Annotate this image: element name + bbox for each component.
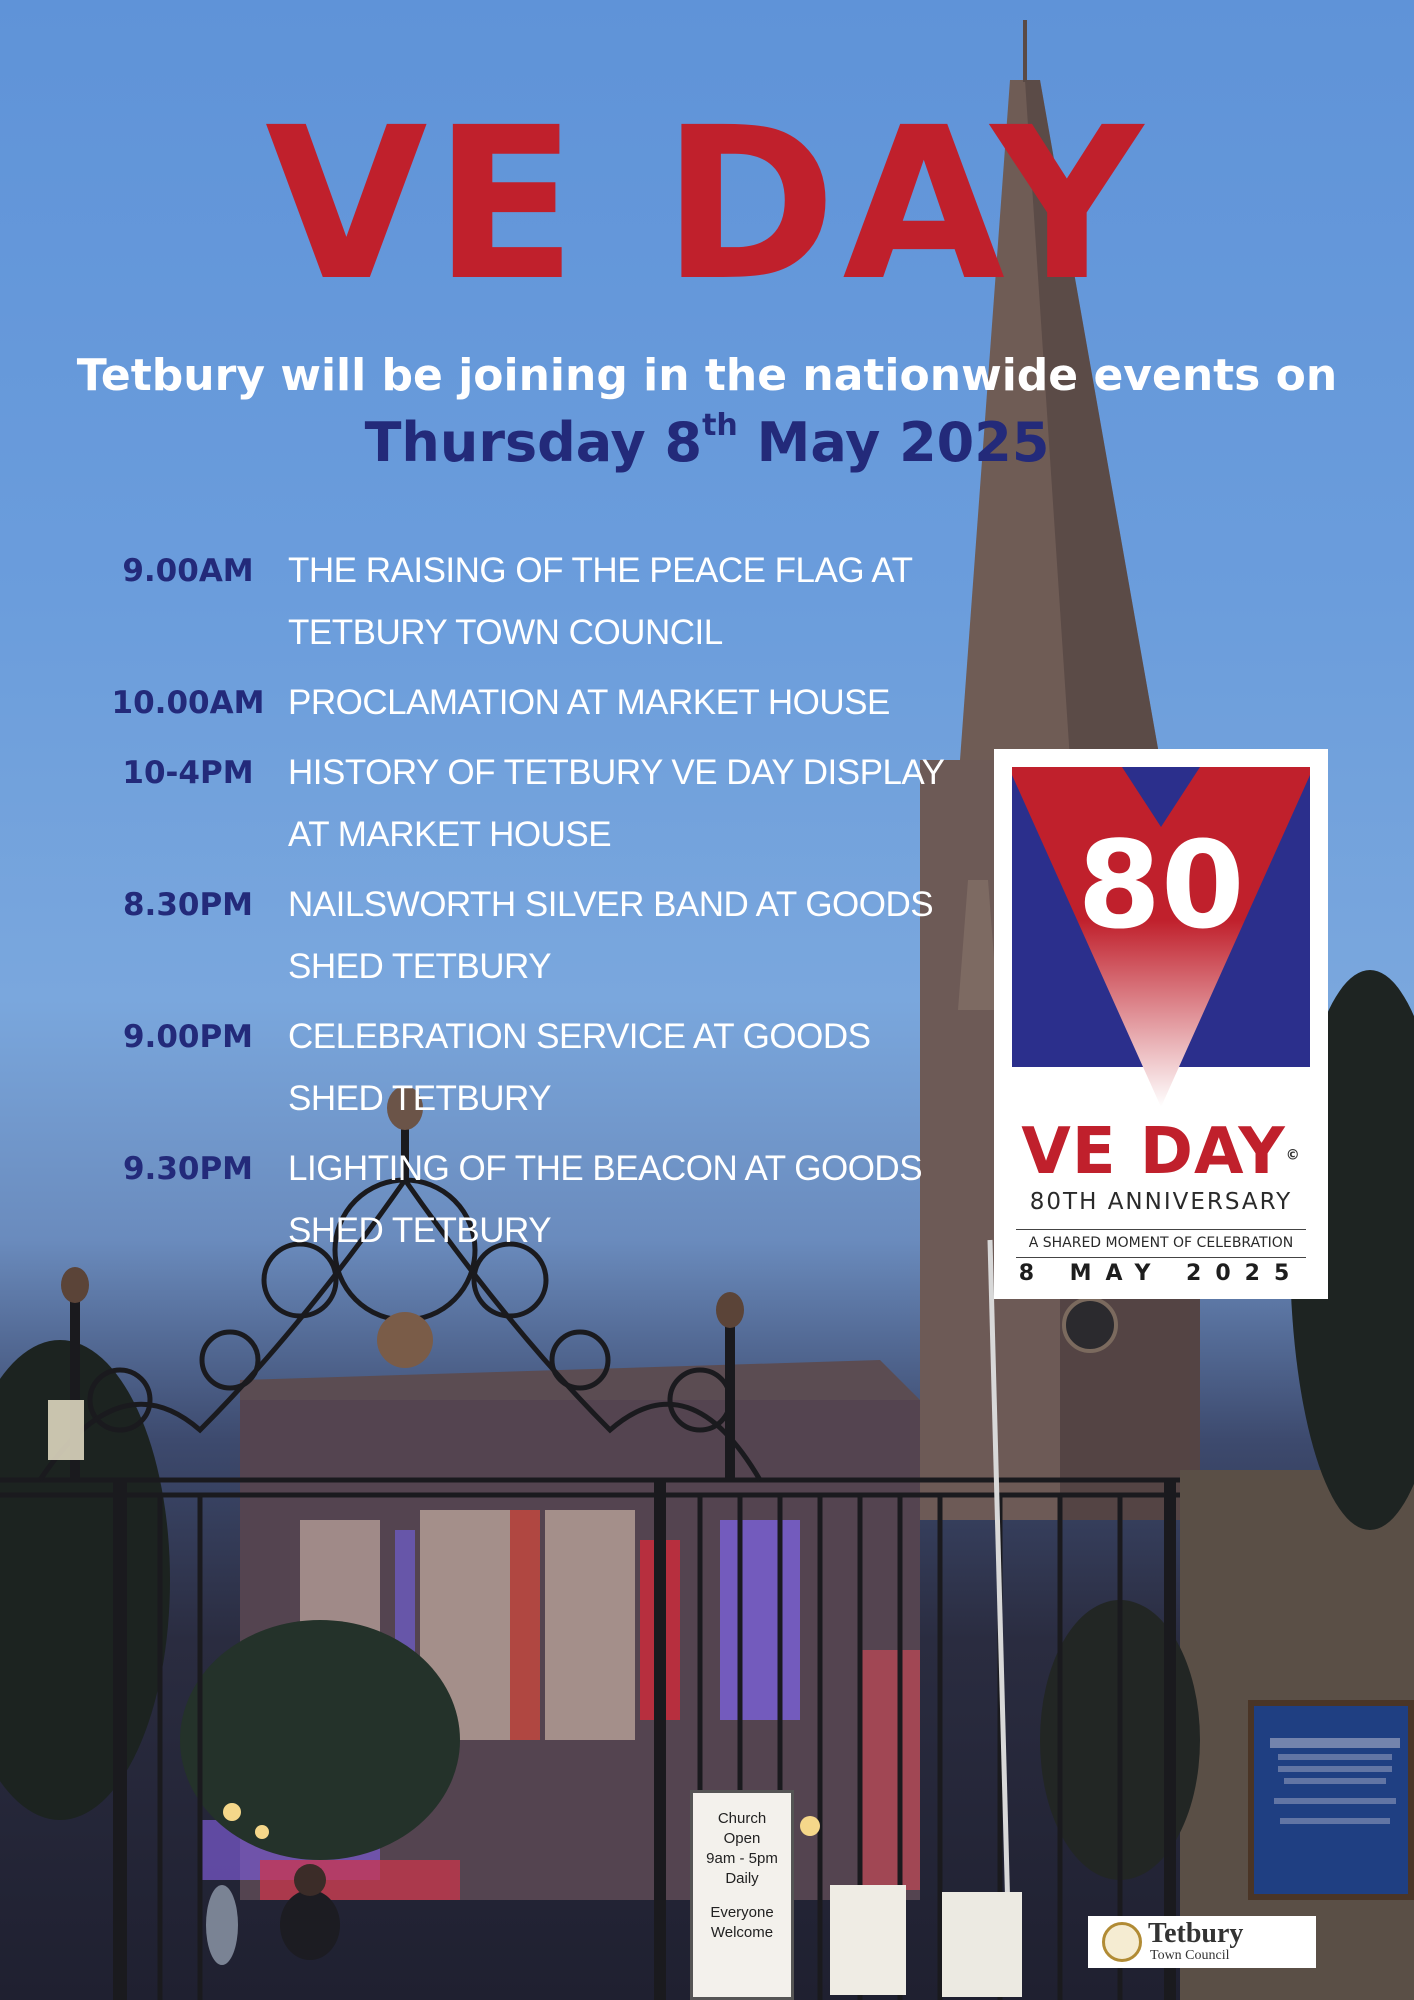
event-description xyxy=(288,874,968,998)
schedule-row xyxy=(88,874,988,998)
tree-left xyxy=(0,1340,170,1820)
page-title: VE DAY xyxy=(265,82,1149,327)
divider xyxy=(1016,1229,1306,1230)
sign-line: Everyone xyxy=(710,1904,774,1921)
logo-title-text: VE DAY xyxy=(1021,1115,1286,1189)
schedule-row xyxy=(88,1138,988,1262)
event-description xyxy=(288,1006,968,1130)
event-time: 10-4PM xyxy=(122,755,254,791)
sign-line: Daily xyxy=(725,1870,759,1887)
sign-line: Welcome xyxy=(710,1924,774,1941)
date-suffix: th xyxy=(702,408,738,443)
v-emblem-icon xyxy=(1012,767,1310,1107)
event-description xyxy=(288,672,968,734)
event-line: THE RAISING OF THE PEACE FLAG AT xyxy=(288,551,913,590)
sign-line: Open xyxy=(723,1830,761,1847)
event-date xyxy=(0,408,1414,474)
sign-line: Church xyxy=(717,1810,767,1827)
event-time: 9.00PM xyxy=(122,1019,254,1055)
sign-line: 9am - 5pm xyxy=(706,1850,778,1867)
intro-text: Tetbury will be joining in the nationwide events on xyxy=(76,350,1338,401)
date-rest: May 2025 xyxy=(737,411,1050,474)
council-subtitle: Town Council xyxy=(1150,1948,1230,1963)
event-time: 8.30PM xyxy=(122,887,254,923)
clock-icon xyxy=(1064,1299,1116,1351)
board-text-lines xyxy=(1260,1734,1410,1830)
schedule-row xyxy=(88,742,988,866)
event-schedule xyxy=(88,540,988,1270)
event-line: TETBURY TOWN COUNCIL xyxy=(288,613,723,652)
logo-date: 8 MAY 2025 xyxy=(1018,1261,1304,1286)
logo-tagline: A SHARED MOMENT OF CELEBRATION xyxy=(1028,1235,1294,1251)
church-open-sign xyxy=(690,1790,794,2000)
logo-number: 80 xyxy=(1077,817,1245,956)
divider xyxy=(1016,1257,1306,1258)
council-name: Tetbury xyxy=(1148,1918,1244,1949)
schedule-row xyxy=(88,1006,988,1130)
parish-notice-board xyxy=(1248,1700,1414,1900)
person xyxy=(280,1890,340,1960)
ve-day-80-logo xyxy=(994,749,1328,1299)
logo-title xyxy=(994,1115,1328,1189)
lamp-icon xyxy=(48,1400,84,1460)
event-description xyxy=(288,540,968,664)
event-line: NAILSWORTH SILVER BAND AT GOODS xyxy=(288,885,934,924)
event-line: SHED TETBURY xyxy=(288,1079,552,1118)
event-line: SHED TETBURY xyxy=(288,947,552,986)
logo-anniversary: 80TH ANNIVERSARY xyxy=(1029,1189,1293,1215)
event-line: CELEBRATION SERVICE AT GOODS xyxy=(288,1017,871,1056)
event-description xyxy=(288,742,968,866)
event-line: LIGHTING OF THE BEACON AT GOODS xyxy=(288,1149,923,1188)
date-day: Thursday 8 xyxy=(364,411,703,474)
event-line: AT MARKET HOUSE xyxy=(288,815,612,854)
event-description xyxy=(288,1138,968,1262)
council-seal-icon xyxy=(1102,1922,1142,1962)
copyright-icon: © xyxy=(1285,1147,1301,1164)
schedule-row xyxy=(88,672,988,734)
event-line: SHED TETBURY xyxy=(288,1211,552,1250)
event-time: 9.00AM xyxy=(122,553,254,589)
event-time: 10.00AM xyxy=(111,685,265,721)
crest-icon xyxy=(377,1312,433,1368)
event-line: HISTORY OF TETBURY VE DAY DISPLAY xyxy=(288,753,945,792)
schedule-row xyxy=(88,540,988,664)
event-time: 9.30PM xyxy=(122,1151,254,1187)
event-line: PROCLAMATION AT MARKET HOUSE xyxy=(288,683,890,722)
town-council-logo xyxy=(1088,1916,1316,1968)
